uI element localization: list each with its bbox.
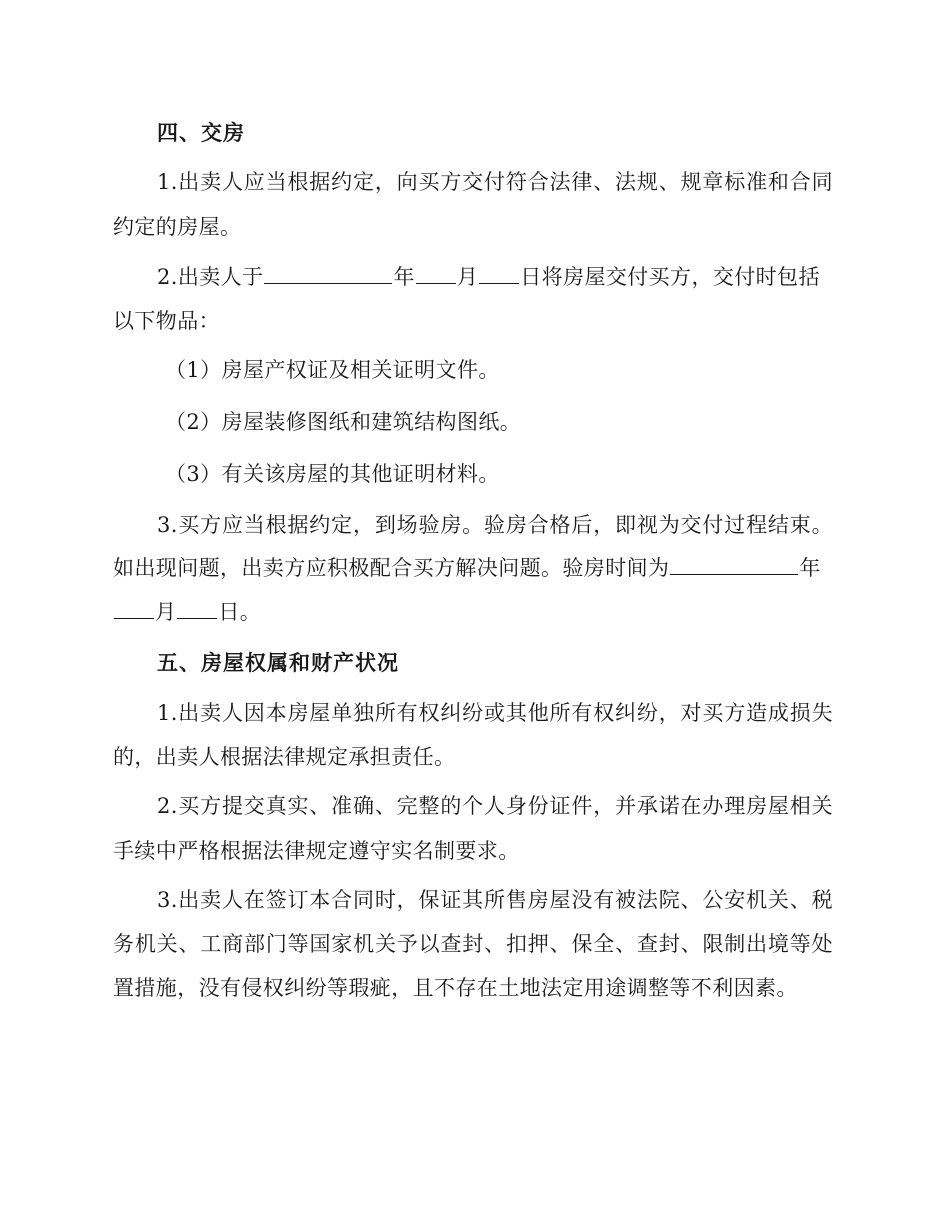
section-5-item-2-line-1: 2.买方提交真实、准确、完整的个人身份证件，并承诺在办理房屋相关 <box>157 794 833 818</box>
section-4-item-3-line-2 <box>113 552 833 582</box>
section-4-heading: 四、交房 <box>157 120 245 145</box>
section-5-item-3-line-1: 3.出卖人在签订本合同时，保证其所售房屋没有被法院、公安机关、税 <box>157 888 833 912</box>
section-5-item-3-line-3: 置措施，没有侵权纠纷等瑕疵，且不存在土地法定用途调整等不利因素。 <box>113 976 798 1000</box>
section-5-item-2-line-2: 手续中严格根据法律规定遵守实名制要求。 <box>113 839 520 863</box>
inspection-day-blank <box>177 598 217 619</box>
inspection-year-blank <box>670 554 798 575</box>
section-5-item-1-line-2: 的，出卖人根据法律规定承担责任。 <box>113 745 456 769</box>
text-segment: 年 <box>799 556 821 580</box>
text-segment: 日。 <box>218 600 262 624</box>
text-segment: 如出现问题，出卖方应积极配合买方解决问题。验房时间为 <box>113 556 670 580</box>
text-segment: 月 <box>456 265 479 289</box>
section-4-item-2-line-2: 以下物品： <box>113 309 220 333</box>
sub-item-3: （3）有关该房屋的其他证明材料。 <box>165 462 500 486</box>
section-5-item-1-line-1: 1.出卖人因本房屋单独所有权纠纷或其他所有权纠纷，对买方造成损失 <box>157 701 833 725</box>
section-4-item-1-line-2: 约定的房屋。 <box>113 215 242 239</box>
section-4-item-3-line-1: 3.买方应当根据约定，到场验房。验房合格后，即视为交付过程结束。 <box>157 513 833 537</box>
text-segment: 日将房屋交付买方，交付时包括 <box>520 265 820 289</box>
section-4-item-3-line-3 <box>113 596 833 626</box>
text-segment: 月 <box>155 600 177 624</box>
month-blank <box>416 263 456 284</box>
sub-item-1: （1）房屋产权证及相关证明文件。 <box>165 358 500 382</box>
day-blank <box>479 263 519 284</box>
text-segment: 年 <box>393 265 415 289</box>
section-4-item-1-line-1: 1.出卖人应当根据约定，向买方交付符合法律、法规、规章标准和合同 <box>157 170 833 194</box>
inspection-month-blank <box>114 598 154 619</box>
year-blank <box>264 263 392 284</box>
section-5-item-3-line-2: 务机关、工商部门等国家机关予以查封、扣押、保全、查封、限制出境等处 <box>113 932 833 956</box>
section-4-item-2-line-1 <box>157 261 833 291</box>
text-segment: 2.出卖人于 <box>157 265 264 289</box>
section-5-heading: 五、房屋权属和财产状况 <box>157 650 399 675</box>
sub-item-2: （2）房屋装修图纸和建筑结构图纸。 <box>165 410 522 434</box>
